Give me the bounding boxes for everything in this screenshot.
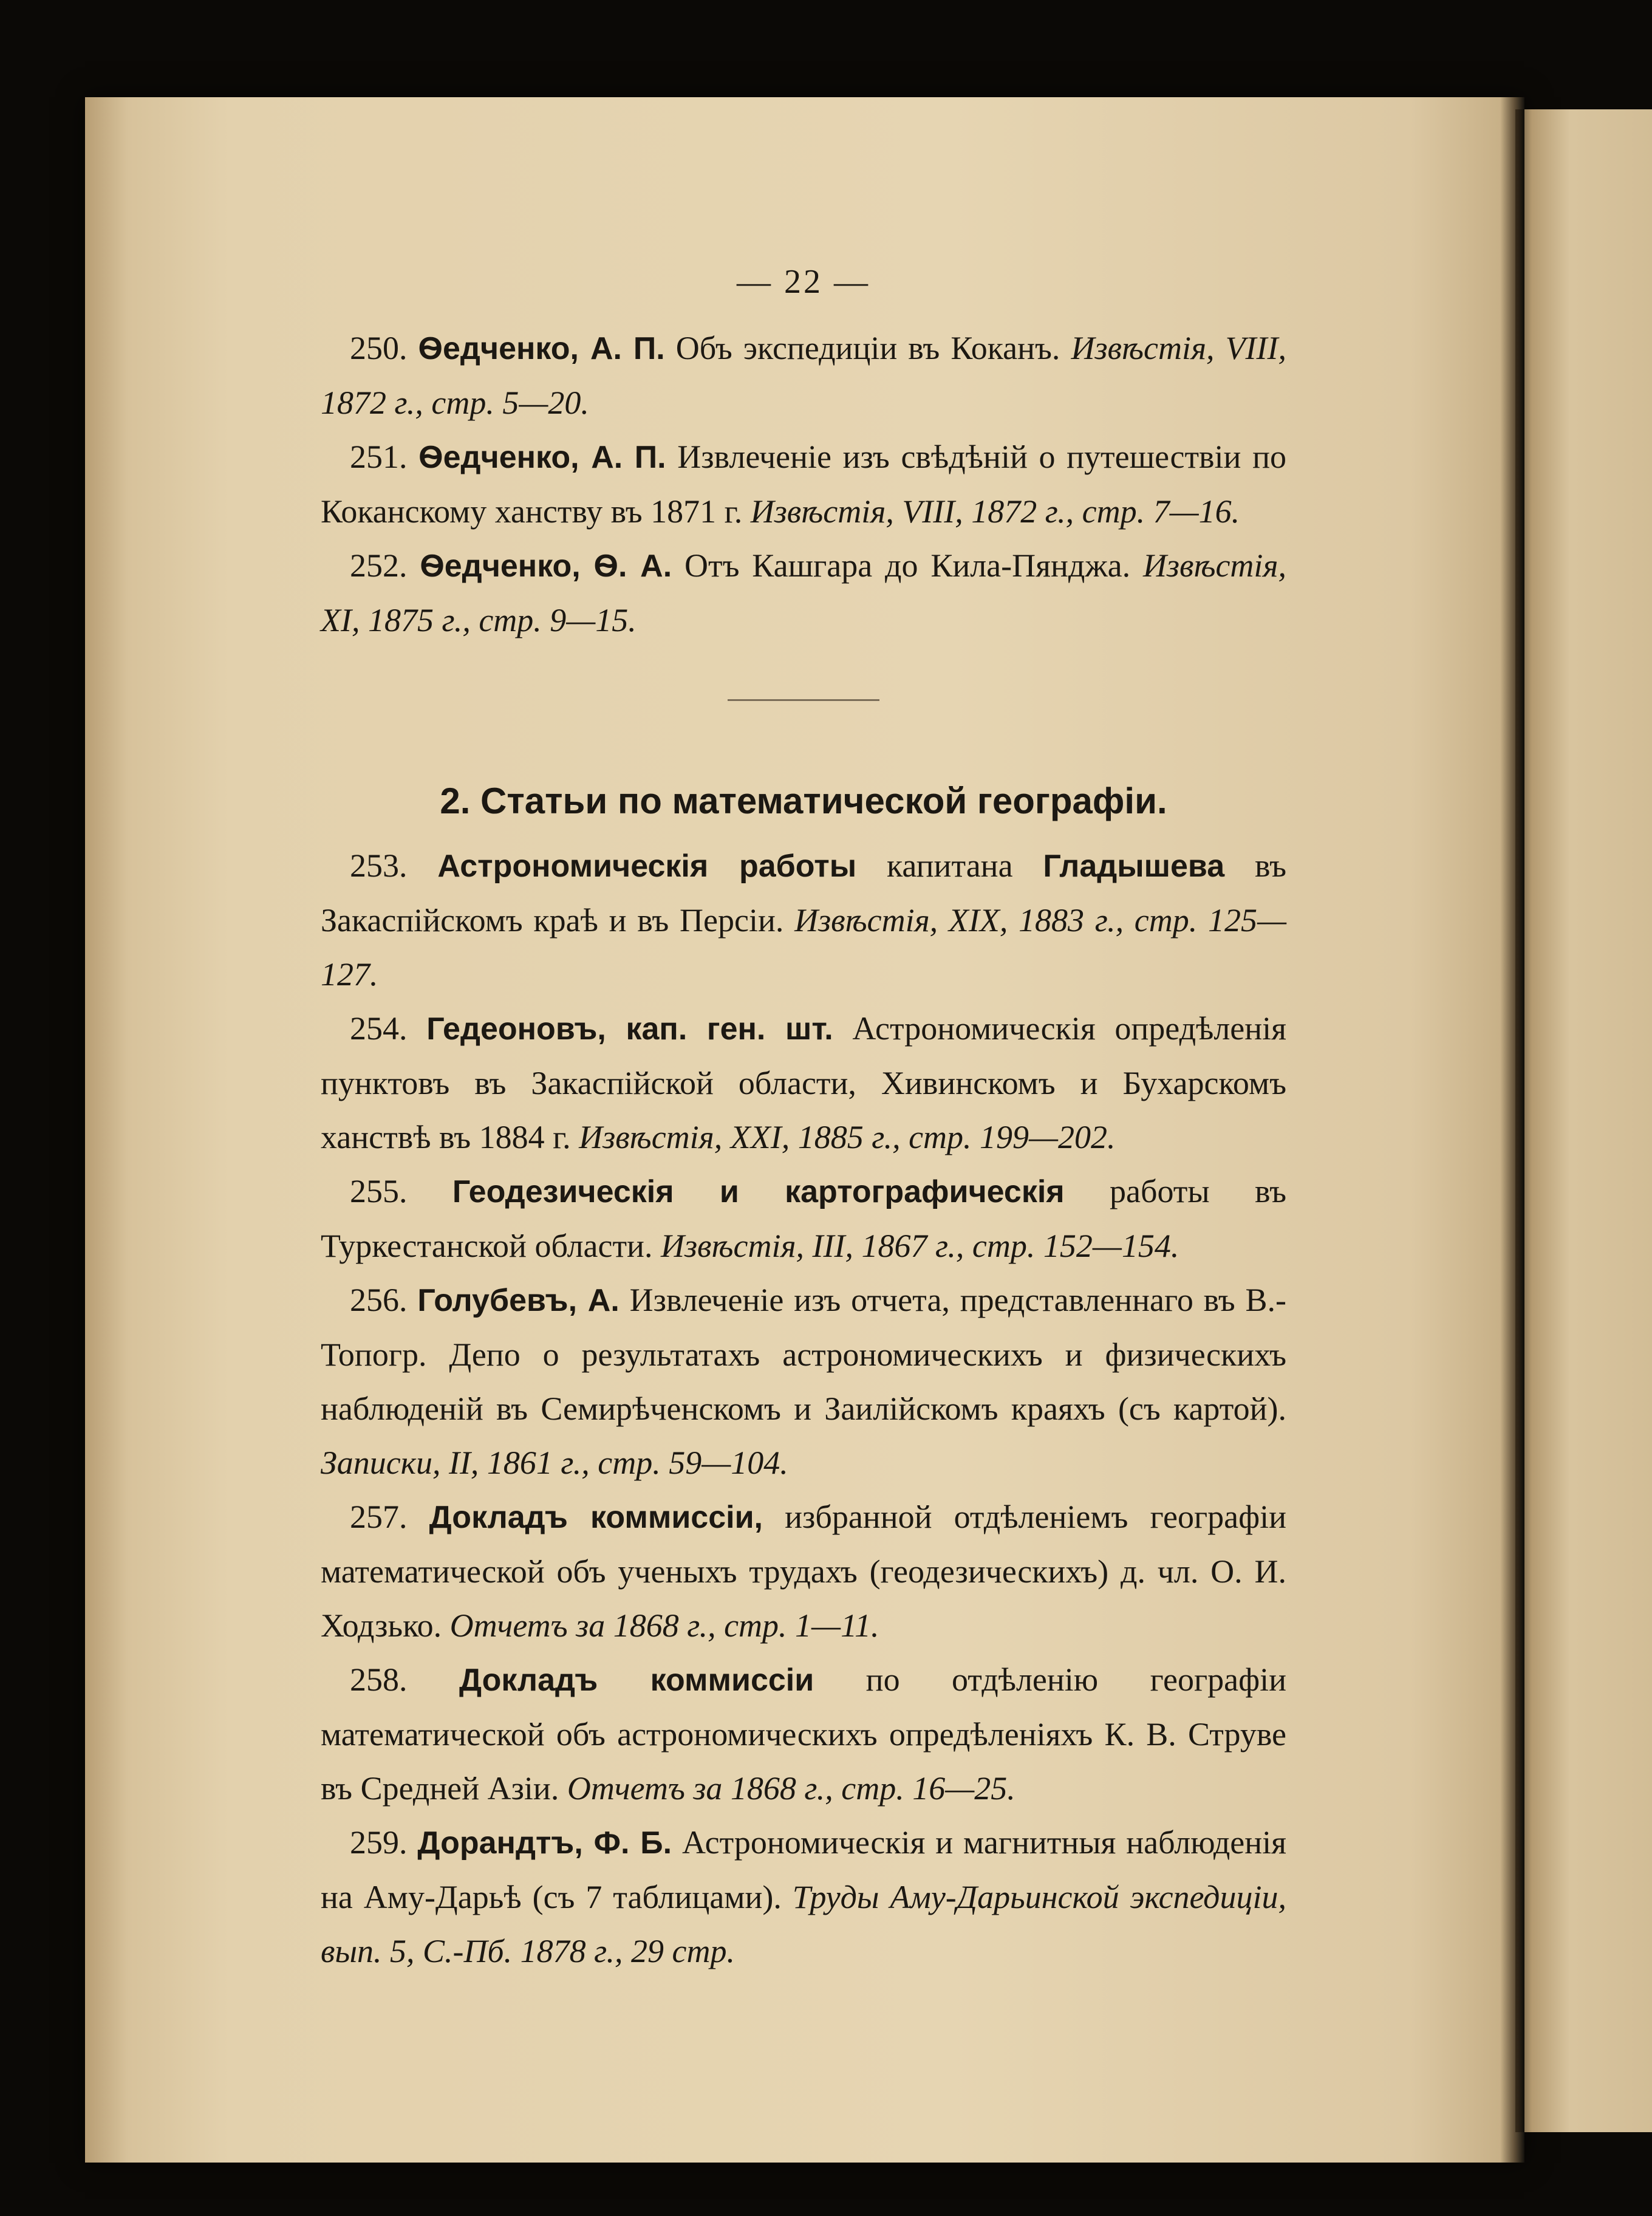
entry-title: по отдѣленію географіи математической объ астрономическихъ опредѣленіяхъ К. В. Струве въ Средней Азіи.	[321, 1661, 1287, 1807]
entry-number: 250.	[350, 330, 408, 366]
entry-number: 252.	[350, 547, 408, 584]
entry-number: 255.	[350, 1173, 408, 1209]
entry-number: 256.	[350, 1282, 408, 1318]
bibliography-entry	[321, 539, 1286, 648]
entry-citation: Извѣстія, XIX, 1883 г., стр. 125—127.	[321, 902, 1286, 993]
entry-number: 258.	[350, 1661, 408, 1698]
entry-author: Голубевъ, А.	[417, 1283, 620, 1318]
entry-title: капитана	[886, 847, 1013, 884]
book-page-right	[1515, 109, 1652, 2132]
entry-number: 259.	[350, 1824, 408, 1861]
bibliography-entry	[321, 1164, 1286, 1273]
entry-number: 253.	[350, 847, 408, 884]
bibliography-entry	[321, 430, 1286, 539]
entry-citation: Извѣстія, XXI, 1885 г., стр. 199—202.	[579, 1119, 1116, 1155]
bibliography-entry	[321, 839, 1286, 1002]
entry-author: Дорандтъ, Ф. Б.	[417, 1825, 672, 1861]
entry-title: Извлеченіе изъ отчета, представленнаго въ В.-Топогр. Депо о результатахъ астрономическихъ и физическихъ наблюденій въ Семирѣченскомъ и Заилійскомъ краяхъ (съ картой).	[321, 1282, 1287, 1427]
entry-citation: Отчетъ за 1868 г., стр. 16—25.	[567, 1770, 1015, 1807]
entry-citation: Записки, II, 1861 г., стр. 59—104.	[321, 1445, 788, 1481]
bibliography-entry	[321, 1273, 1286, 1490]
bibliography-entry	[321, 1490, 1286, 1653]
entry-title: работы въ Туркестанской области.	[321, 1173, 1287, 1264]
entry-number: 254.	[350, 1010, 408, 1047]
entry-author: Геодезическія и картографическія	[452, 1174, 1065, 1209]
entry-author: Ѳедченко, А. П.	[418, 331, 665, 366]
entry-title: Астрономическія опредѣленія пунктовъ въ Закаспійской области, Хивинскомъ и Бухарскомъ ханствѣ въ 1884 г.	[321, 1010, 1287, 1155]
entry-author: Гедеоновъ, кап. ген. шт.	[426, 1011, 833, 1047]
entry-title: Извлеченіе изъ свѣдѣній о путешествіи по Коканскому ханству въ 1871 г.	[321, 439, 1287, 530]
bibliography-entry	[321, 321, 1286, 430]
page-text	[321, 255, 1286, 1978]
entry-citation: Труды Аму-Дарьинской экспедиціи, вып. 5, С.-Пб. 1878 г., 29 стр.	[321, 1879, 1286, 1969]
entry-title: Объ экспедиціи въ Коканъ.	[675, 330, 1060, 366]
entry-citation: Извѣстія, VIII, 1872 г., стр. 5—20.	[321, 330, 1287, 421]
entry-author-secondary: Гладышева	[1043, 849, 1225, 884]
entry-citation: Извѣстія, XI, 1875 г., стр. 9—15.	[321, 547, 1287, 638]
entry-author: Ѳедченко, Ѳ. А.	[420, 549, 672, 584]
bibliography-entry	[321, 1002, 1286, 1164]
entry-citation: Извѣстія, VIII, 1872 г., стр. 7—16.	[750, 493, 1240, 530]
entry-title-continued: въ Закаспійскомъ краѣ и въ Персіи.	[321, 847, 1287, 939]
entry-author: Докладъ коммиссіи,	[429, 1500, 763, 1535]
bibliography-entry	[321, 1816, 1286, 1978]
entry-author: Докладъ коммиссіи	[459, 1663, 814, 1698]
entry-number: 251.	[350, 439, 408, 475]
entry-title: Астрономическія и магнитныя наблюденія на Аму-Дарьѣ (съ 7 таблицами).	[321, 1824, 1287, 1915]
entry-author: Ѳедченко, А. П.	[418, 440, 666, 475]
section-divider	[728, 699, 879, 701]
entry-title: Отъ Кашгара до Кила-Пянджа.	[684, 547, 1131, 584]
entry-author: Астрономическія работы	[437, 849, 857, 884]
entry-number: 257.	[350, 1499, 408, 1535]
entry-title: избранной отдѣленіемъ географіи математической объ ученыхъ трудахъ (геодезическихъ) д. чл. О. И. Ходзько.	[321, 1499, 1286, 1644]
entry-citation: Отчетъ за 1868 г., стр. 1—11.	[449, 1607, 879, 1644]
page-number: — 22 —	[737, 263, 870, 301]
book-gutter	[1500, 97, 1524, 2163]
section-heading: 2. Статьи по математической географіи.	[440, 781, 1167, 821]
bibliography-entry	[321, 1653, 1286, 1816]
entry-citation: Извѣстія, III, 1867 г., стр. 152—154.	[660, 1228, 1179, 1264]
